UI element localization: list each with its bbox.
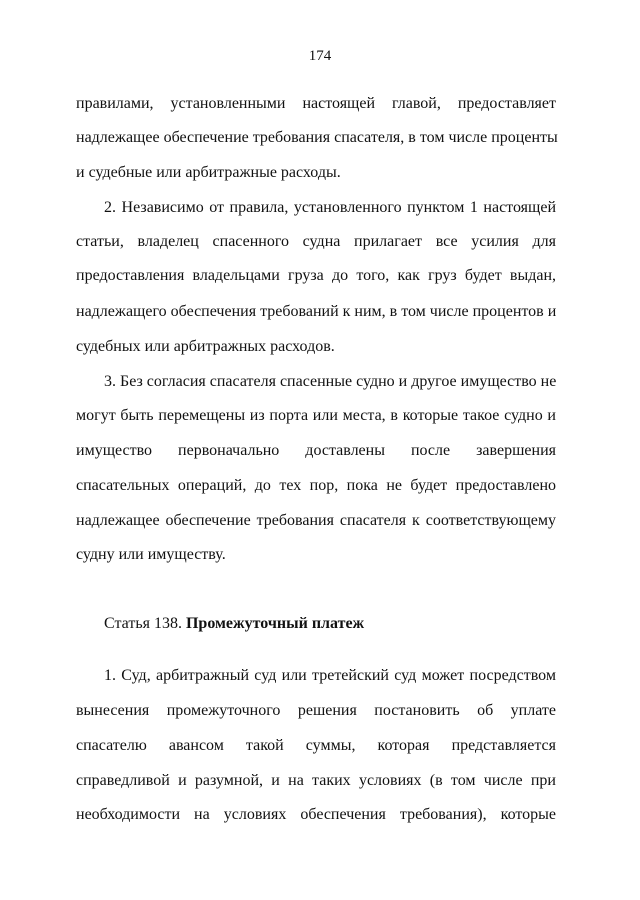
- text-line: вынесения промежуточного решения постановить об уплате: [76, 702, 556, 719]
- page-number: 174: [308, 48, 332, 64]
- text-line: 1. Суд, арбитражный суд или третейский суд может посредством: [104, 667, 556, 684]
- text-line: надлежащее обеспечение требования спасателя, в том числе проценты: [76, 129, 558, 146]
- article-heading: [104, 614, 556, 634]
- text-line: и судебные или арбитражные расходы.: [76, 164, 341, 181]
- text-line: статьи, владелец спасенного судна прилагает все усилия для: [76, 233, 556, 250]
- text-line: спасателю авансом такой суммы, которая представляется: [76, 737, 556, 754]
- text-line: предоставления владельцами груза до того, как груз будет выдан,: [76, 267, 556, 284]
- article-heading-title: Промежуточный платеж: [185, 615, 365, 632]
- text-line: имущество первоначально доставлены после завершения: [76, 442, 556, 459]
- text-line: спасательных операций, до тех пор, пока не будет предоставлено: [76, 477, 556, 494]
- text-line: необходимости на условиях обеспечения требования), которые: [76, 806, 556, 823]
- text-line: судебных или арбитражных расходов.: [76, 338, 335, 355]
- text-line: справедливой и разумной, и на таких условиях (в том числе при: [76, 772, 556, 789]
- text-line: могут быть перемещены из порта или места, в которые такое судно и: [76, 407, 556, 424]
- text-line: надлежащего обеспечения требований к ним, в том числе процентов и: [76, 303, 557, 320]
- text-line: 2. Независимо от правила, установленного пунктом 1 настоящей: [104, 199, 556, 216]
- text-line: правилами, установленными настоящей главой, предоставляет: [76, 95, 556, 112]
- article-heading-prefix: Статья 138.: [104, 615, 186, 632]
- text-line: надлежащее обеспечение требования спасателя к соответствующему: [76, 512, 556, 529]
- text-line: судну или имуществу.: [76, 546, 226, 563]
- text-line: 3. Без согласия спасателя спасенные судно и другое имущество не: [104, 373, 557, 390]
